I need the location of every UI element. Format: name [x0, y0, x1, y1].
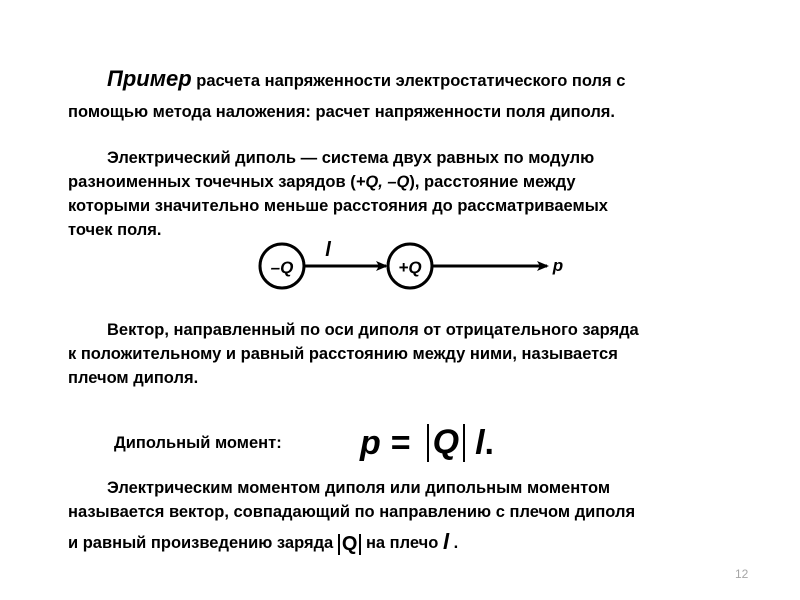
paragraph2-line2-text-b: ), расстояние между: [409, 173, 576, 191]
paragraph4-line3-text-c: .: [449, 534, 459, 552]
paragraph1-line1-text: расчета напряженности электростатического поля с: [191, 72, 626, 90]
positive-charge-label: +Q: [398, 258, 422, 277]
abs-q-inline: Q: [338, 534, 362, 555]
formula-equals: =: [390, 423, 411, 462]
formula-abs-q: Q: [427, 424, 465, 461]
paragraph2-line2-text-a: разноименных точечных зарядов (: [68, 173, 356, 191]
paragraph4-line2: называется вектор, совпадающий по направлению с плечом диполя: [68, 503, 636, 521]
paragraph1-line1: [107, 68, 625, 90]
paragraph2-line2: [68, 174, 576, 191]
paragraph4-line3: [68, 531, 458, 555]
arm-label: l: [325, 239, 331, 261]
lead-word: Пример: [107, 66, 192, 91]
charges-text: +Q, –Q: [355, 173, 410, 191]
paragraph3-line2: к положительному и равный расстоянию между ними, называется: [68, 345, 618, 363]
paragraph2-line3: которыми значительно меньше расстояния до рассматриваемых: [68, 197, 608, 215]
paragraph4-line3-text-b: на плечо: [361, 534, 443, 552]
dipole-diagram: [255, 232, 575, 302]
negative-charge-label: –Q: [270, 258, 294, 277]
dipole-moment-formula: [360, 418, 494, 468]
dipole-moment-label: Дипольный момент:: [114, 434, 282, 452]
paragraph3-line3: плечом диполя.: [68, 369, 199, 387]
paragraph4-line3-text-a: и равный произведению заряда: [68, 534, 338, 552]
paragraph1-line2: помощью метода наложения: расчет напряженности поля диполя.: [68, 103, 616, 121]
paragraph4-line1: Электрическим моментом диполя или дипольным моментом: [107, 479, 611, 497]
formula-p: p: [360, 423, 381, 462]
formula-l: l: [475, 423, 485, 462]
l-inline: l: [442, 529, 450, 554]
formula-period: .: [484, 423, 494, 462]
paragraph3-line1: Вектор, направленный по оси диполя от отрицательного заряда: [107, 321, 639, 339]
paragraph2-line1: Электрический диполь — система двух равных по модулю: [107, 149, 595, 167]
page-number: 12: [735, 567, 749, 581]
vector-label: p: [552, 256, 564, 275]
paragraph2-line4: точек поля.: [68, 221, 162, 239]
